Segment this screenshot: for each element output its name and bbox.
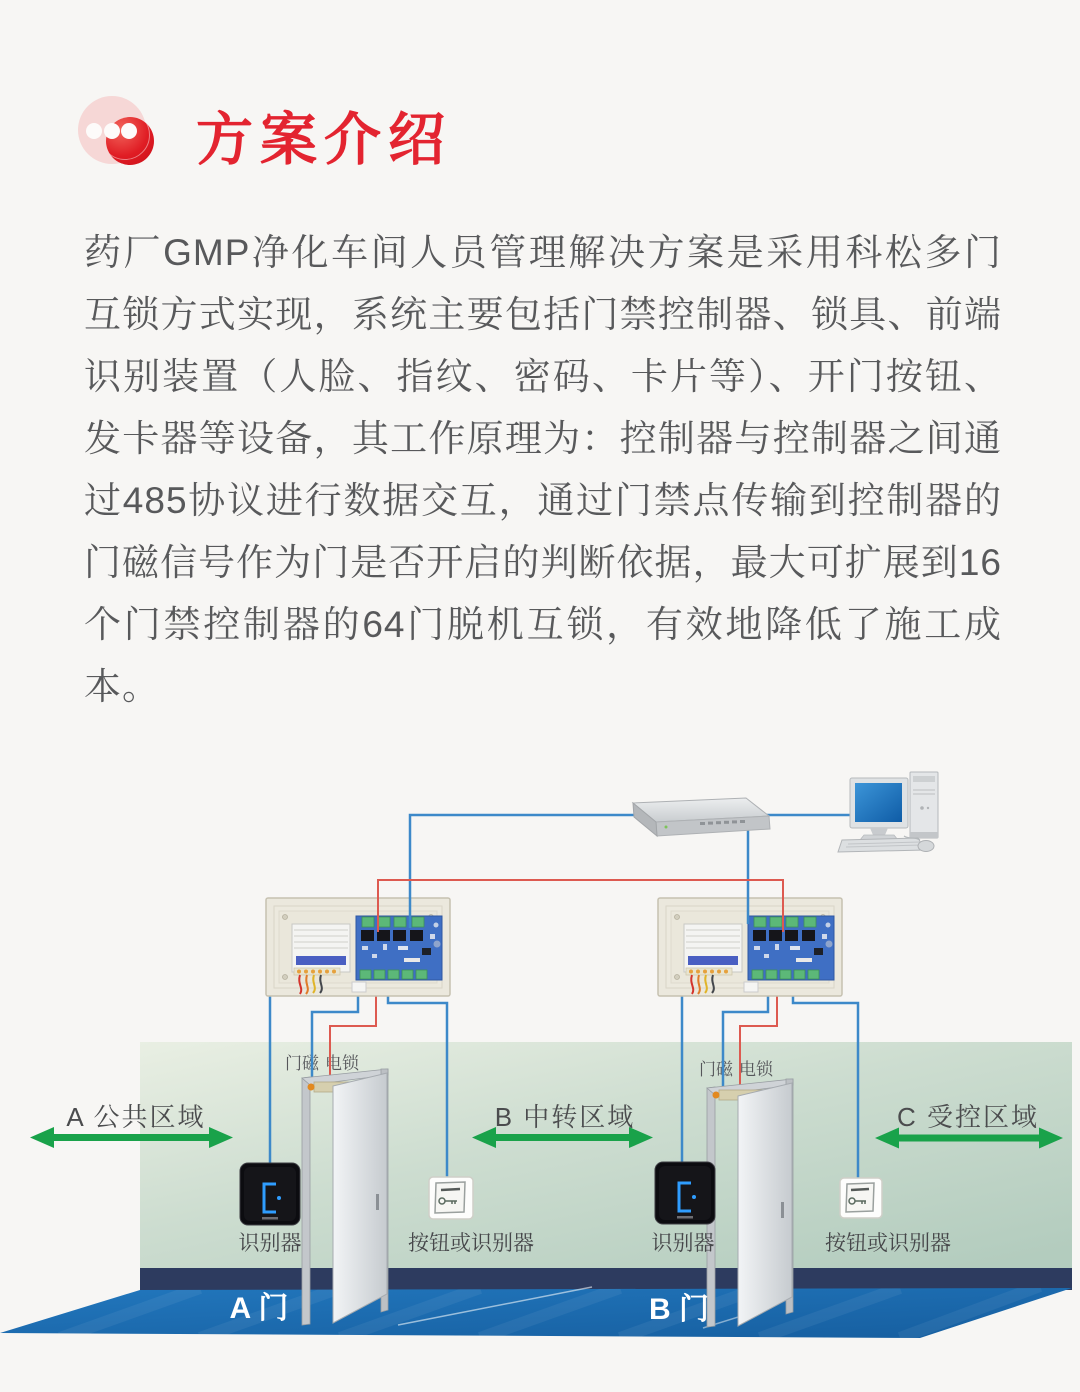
- reader-label-a: 识别器: [238, 1232, 302, 1255]
- exit-button-b: [840, 1178, 882, 1218]
- icon-dot: [121, 123, 137, 139]
- door-magnet-a: [308, 1084, 315, 1091]
- solution-bullet-icon: [78, 95, 160, 177]
- zone-label-a: A 公共区域: [66, 1102, 206, 1132]
- network-switch: [633, 798, 770, 836]
- zone-label-c: C 受控区域: [896, 1102, 1040, 1132]
- system-diagram: [0, 732, 1080, 1392]
- intro-paragraph: 药厂GMP净化车间人员管理解决方案是采用科松多门互锁方式实现，系统主要包括门禁控制器、锁具、前端识别装置（人脸、指纹、密码、卡片等）、开门按钮、发卡器等设备，其工作原理为：控制器与控制器之间通过485协议进行数据交互，通过门禁点传输到控制器的门磁信号作为门是否开启的判断依据，最大可扩展到16个门禁控制器的64门脱机互锁，有效地降低了施工成本。: [84, 232, 1002, 707]
- door-magnet-b: [713, 1092, 720, 1099]
- page-title: 方案介绍: [196, 108, 452, 172]
- pc-screen: [855, 783, 902, 822]
- door-a-floor-label: A 门: [229, 1292, 289, 1325]
- reader-a: [240, 1163, 300, 1225]
- wall-baseboard: [140, 1268, 1072, 1290]
- icon-dot: [104, 123, 120, 139]
- door-b-handle: [781, 1202, 784, 1218]
- door-magnet-label-b: 门磁: [699, 1060, 733, 1079]
- reader-label-b: 识别器: [651, 1232, 715, 1255]
- button-label-b: 按钮或识别器: [825, 1232, 951, 1255]
- controller-box-b: [658, 898, 842, 996]
- electric-lock-label-b: 电锁: [739, 1060, 773, 1079]
- exit-button-a: [429, 1177, 473, 1219]
- door-a-handle: [376, 1194, 379, 1210]
- reader-b: [655, 1162, 715, 1224]
- zone-label-b: B 中转区域: [494, 1102, 636, 1132]
- management-pc: [838, 772, 938, 852]
- icon-dot: [86, 123, 102, 139]
- button-label-a: 按钮或识别器: [408, 1232, 534, 1255]
- controller-box-a: [266, 898, 450, 996]
- door-magnet-label-a: 门磁: [285, 1054, 319, 1073]
- electric-lock-label-a: 电锁: [325, 1054, 359, 1073]
- pc-mouse: [918, 841, 934, 852]
- door-b-floor-label: B 门: [649, 1293, 709, 1326]
